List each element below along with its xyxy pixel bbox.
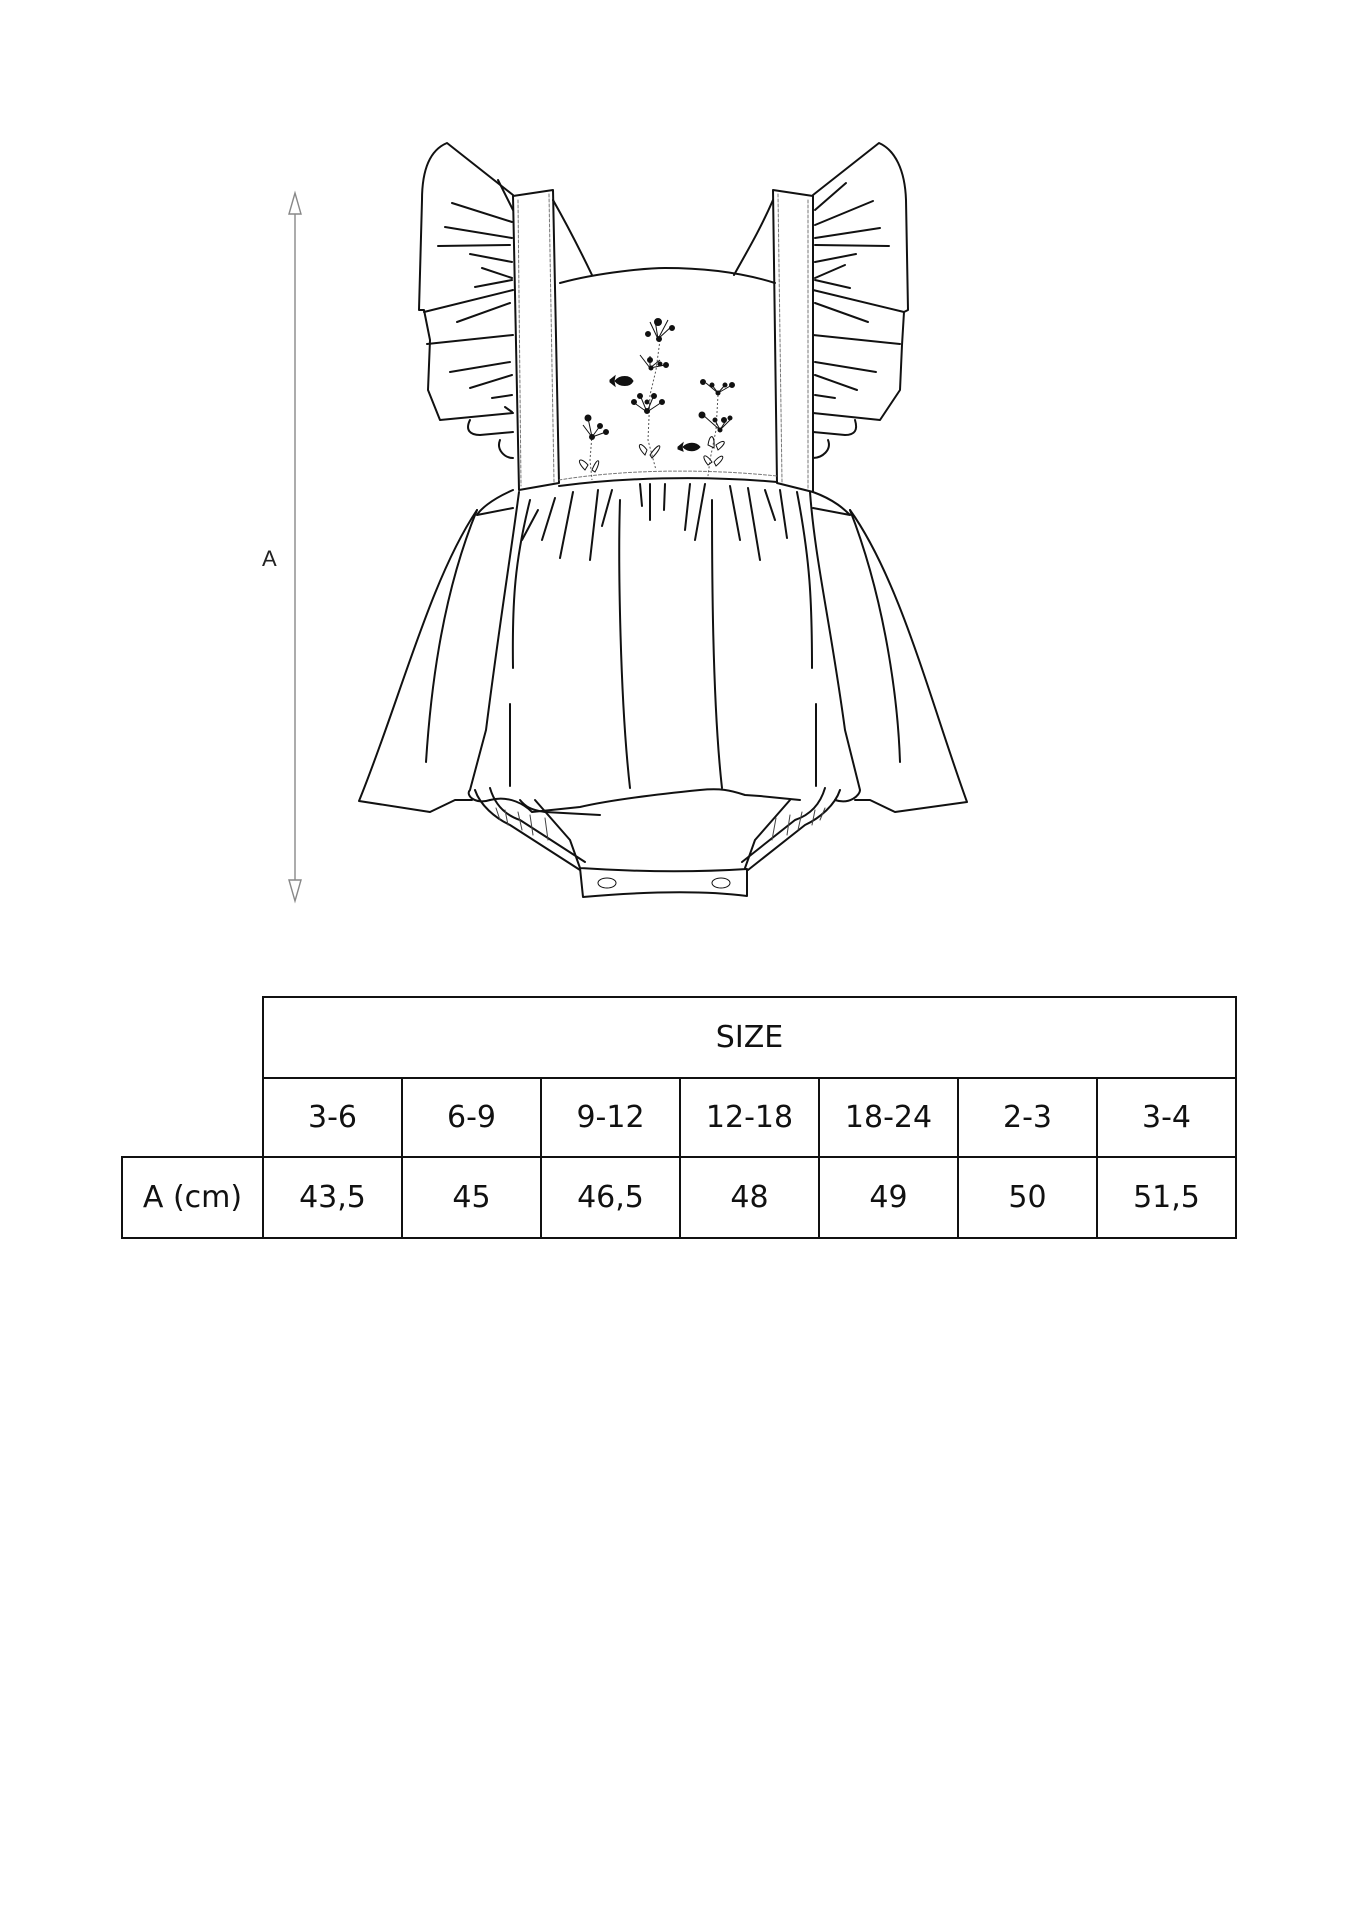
bodysuit-leg-icon <box>475 788 840 897</box>
size-labels-row <box>122 1078 1236 1157</box>
fish-icon <box>610 376 633 386</box>
size-col-header: 3-4 <box>1097 1078 1236 1157</box>
size-chart-table <box>121 996 1237 1239</box>
size-col-header: 18-24 <box>819 1078 958 1157</box>
measurement-cell: 49 <box>819 1157 958 1238</box>
right-ruffle-sleeve-icon <box>813 143 908 458</box>
measurement-cell: 51,5 <box>1097 1157 1236 1238</box>
snap-button-icon <box>598 878 730 888</box>
size-header: SIZE <box>263 997 1236 1078</box>
size-col-header: 3-6 <box>263 1078 402 1157</box>
embroidery-motif-icon <box>579 319 734 481</box>
table-row <box>122 1157 1236 1238</box>
row-label: A (cm) <box>122 1157 263 1238</box>
measurement-cell: 48 <box>680 1157 819 1238</box>
fish-icon <box>678 443 700 451</box>
size-col-header: 6-9 <box>402 1078 541 1157</box>
empty-corner-cell <box>122 1078 263 1157</box>
garment-technical-drawing <box>0 0 1360 960</box>
size-col-header: 9-12 <box>541 1078 680 1157</box>
dimension-arrow-icon <box>289 193 301 901</box>
skirt-icon <box>359 484 967 815</box>
dimension-label-a: A <box>262 546 277 571</box>
front-bib-icon <box>560 268 775 283</box>
measurement-cell: 46,5 <box>541 1157 680 1238</box>
measurement-cell: 43,5 <box>263 1157 402 1238</box>
measurement-cell: 45 <box>402 1157 541 1238</box>
size-col-header: 2-3 <box>958 1078 1097 1157</box>
empty-corner-cell <box>122 997 263 1078</box>
size-header-row <box>122 997 1236 1078</box>
size-col-header: 12-18 <box>680 1078 819 1157</box>
left-ruffle-sleeve-icon <box>419 143 513 458</box>
measurement-cell: 50 <box>958 1157 1097 1238</box>
